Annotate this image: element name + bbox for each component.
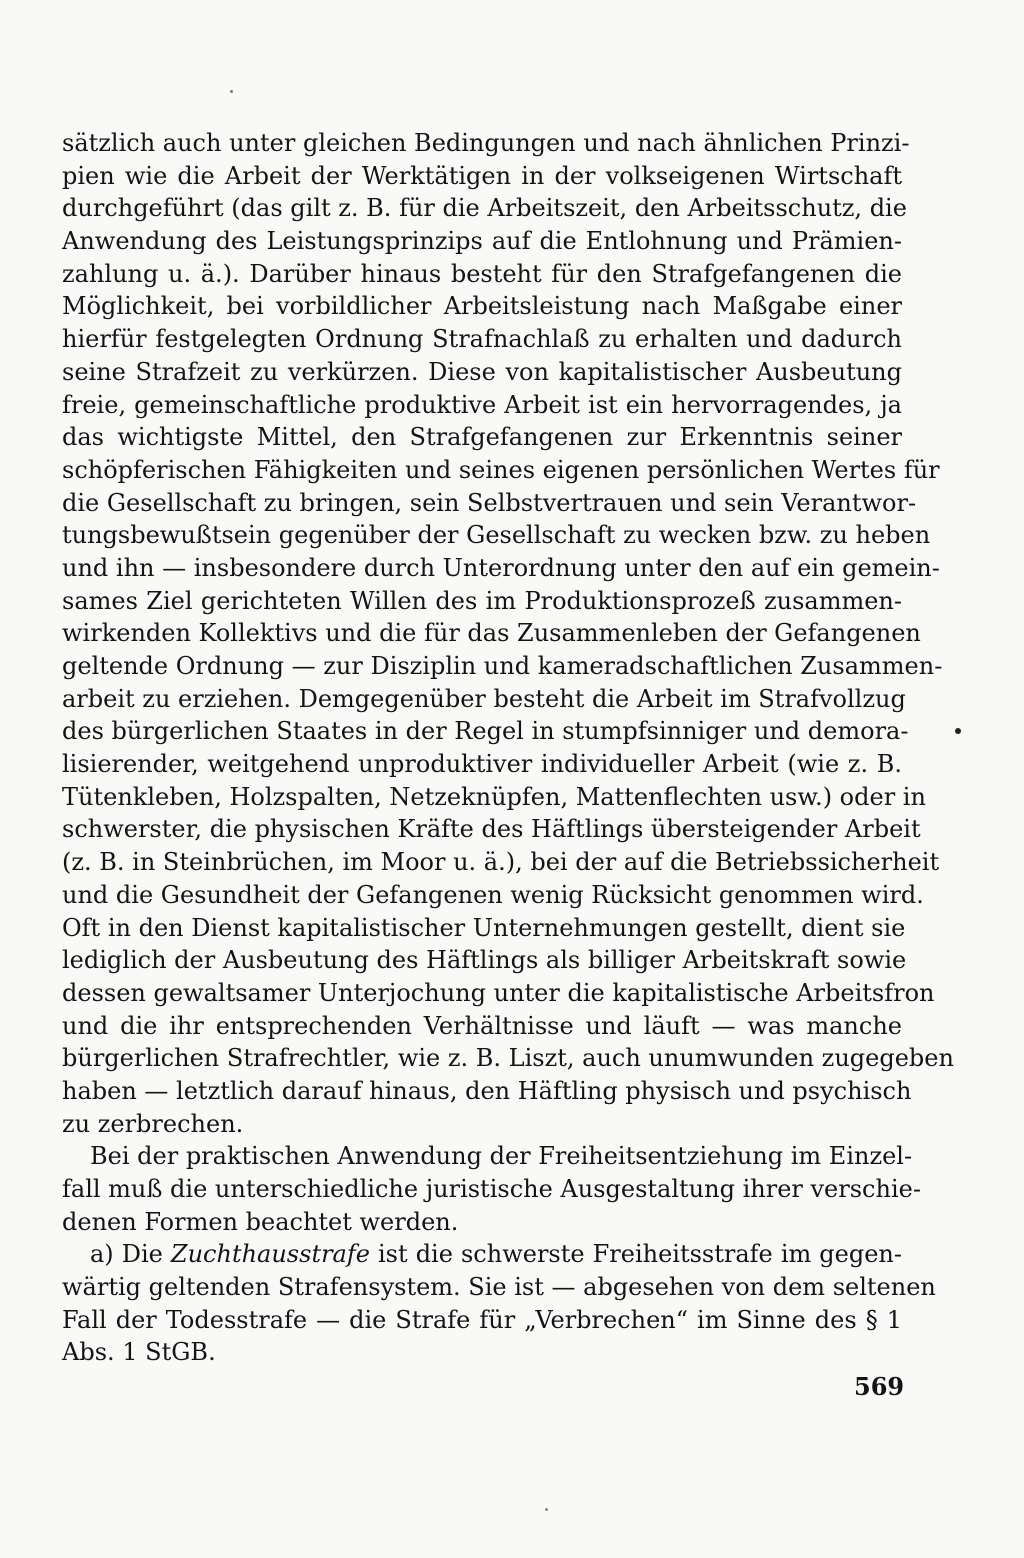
text-line: lisierender, weitgehend unproduktiver individueller Arbeit (wie z. B. [62, 750, 902, 779]
text-line: dessen gewaltsamer Unterjochung unter die kapitalistische Arbeitsfron [62, 978, 935, 1007]
emphasized-term: Zuchthausstrafe [170, 1240, 370, 1269]
text-line: Oft in den Dienst kapitalistischer Unternehmungen gestellt, dient sie [62, 913, 906, 942]
text-line: Abs. 1 StGB. [62, 1338, 216, 1367]
text-line: lediglich der Ausbeutung des Häftlings als billiger Arbeitskraft sowie [62, 946, 907, 975]
text-line: arbeit zu erziehen. Demgegenüber besteht die Arbeit im Strafvollzug [62, 684, 906, 713]
text-line: und die Gesundheit der Gefangenen wenig Rücksicht genommen wird. [62, 880, 924, 909]
text-line: durchgeführt (das gilt z. B. für die Arbeitszeit, den Arbeitsschutz, die [62, 194, 907, 223]
text-line: sames Ziel gerichteten Willen des im Produktionsprozeß zusammen- [62, 586, 902, 615]
text-line: Bei der praktischen Anwendung der Freiheitsentziehung im Einzel- [90, 1142, 913, 1171]
text-line: Möglichkeit, bei vorbildlicher Arbeitsleistung nach Maßgabe einer [62, 292, 902, 321]
scan-speck [230, 90, 233, 93]
text-line: seine Strafzeit zu verkürzen. Diese von kapitalistischer Ausbeutung [62, 357, 902, 386]
text-line: Fall der Todesstrafe — die Strafe für „Verbrechen“ im Sinne des § 1 [62, 1305, 902, 1334]
text-line: tungsbewußtsein gegenüber der Gesellschaft zu wecken bzw. zu heben [62, 521, 931, 550]
text-line: wirkenden Kollektivs und die für das Zusammenleben der Gefangenen [62, 619, 921, 648]
page-number: 569 [854, 1372, 905, 1401]
text-line: schöpferischen Fähigkeiten und seines eigenen persönlichen Wertes für [62, 455, 940, 484]
scan-speck [955, 728, 961, 734]
text-run: ist die schwerste Freiheitsstrafe im gegen- [369, 1240, 902, 1269]
text-line: geltende Ordnung — zur Disziplin und kameradschaftlichen Zusammen- [62, 652, 943, 680]
text-line [62, 1238, 902, 1271]
text-line: denen Formen beachtet werden. [62, 1207, 459, 1236]
text-line: Tütenkleben, Holzspalten, Netzeknüpfen, Mattenflechten usw.) oder in [62, 782, 926, 811]
text-line: wärtig geltenden Strafensystem. Sie ist — abgesehen von dem seltenen [62, 1273, 936, 1302]
text-line: zahlung u. ä.). Darüber hinaus besteht für den Strafgefangenen die [62, 259, 902, 288]
text-line: das wichtigste Mittel, den Strafgefangenen zur Erkenntnis seiner [62, 423, 902, 452]
text-line: sätzlich auch unter gleichen Bedingungen und nach ähnlichen Prinzi- [62, 129, 910, 157]
text-line: freie, gemeinschaftliche produktive Arbeit ist ein hervorragendes, ja [62, 390, 902, 419]
text-line: die Gesellschaft zu bringen, sein Selbstvertrauen und sein Verantwor- [62, 488, 917, 517]
text-line: (z. B. in Steinbrüchen, im Moor u. ä.), bei der auf die Betriebssicherheit [62, 848, 940, 877]
text-line: fall muß die unterschiedliche juristische Ausgestaltung ihrer verschie- [62, 1175, 921, 1203]
text-line: des bürgerlichen Staates in der Regel in stumpfsinniger und demora- [62, 717, 909, 746]
text-line: und die ihr entsprechenden Verhältnisse und läuft — was manche [62, 1011, 902, 1040]
text-line: Anwendung des Leistungsprinzips auf die Entlohnung und Prämien- [62, 227, 902, 256]
text-line: bürgerlichen Strafrechtler, wie z. B. Liszt, auch unumwunden zugegeben [62, 1044, 954, 1073]
text-line: zu zerbrechen. [62, 1109, 244, 1138]
text-line: haben — letztlich darauf hinaus, den Häftling physisch und psychisch [62, 1076, 912, 1105]
text-run: a) Die [90, 1240, 171, 1269]
text-line: schwerster, die physischen Kräfte des Häftlings übersteigender Arbeit [62, 815, 921, 844]
text-line: pien wie die Arbeit der Werktätigen in der volkseigenen Wirtschaft [62, 161, 902, 190]
body-text [62, 127, 954, 1369]
text-line: und ihn — insbesondere durch Unterordnung unter den auf ein gemein- [62, 553, 940, 582]
scan-speck [545, 1508, 548, 1511]
text-line: hierfür festgelegten Ordnung Strafnachlaß zu erhalten und dadurch [62, 325, 902, 354]
